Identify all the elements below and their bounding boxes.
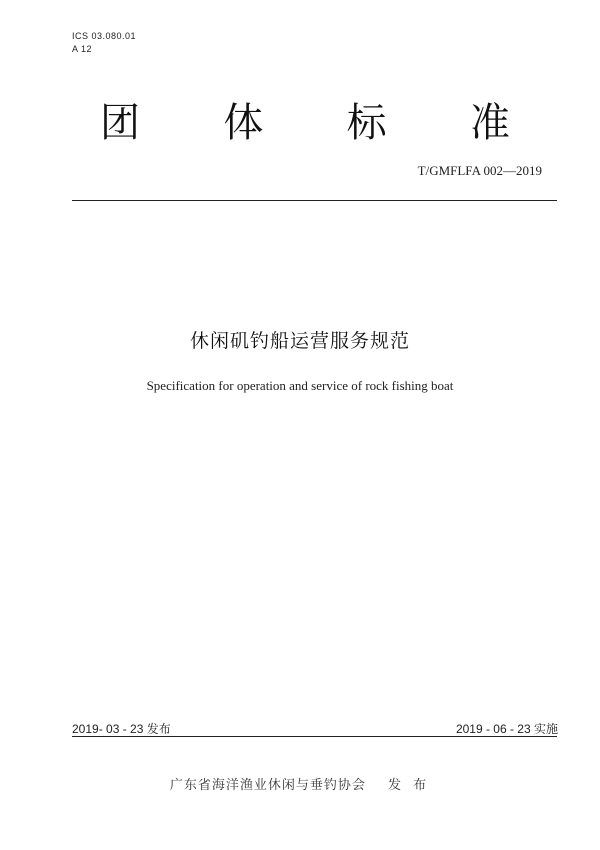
footer-divider — [72, 736, 557, 737]
ics-code: ICS 03.080.01 — [72, 31, 137, 41]
header-divider — [72, 200, 557, 201]
publisher-organization: 广东省海洋渔业休闲与垂钓协会 — [169, 778, 366, 793]
document-title-chinese: 休闲矶钓船运营服务规范 — [189, 330, 410, 352]
classification-codes — [72, 30, 136, 56]
standard-type-char: 准 — [469, 100, 510, 146]
standard-number: T/GMFLFA 002—2019 — [417, 163, 542, 178]
standard-type-heading — [100, 98, 510, 148]
document-title-english: Specification for operation and service of rock fishing boat — [146, 378, 454, 393]
issue-date: 2019- 03 - 23 发布 — [72, 722, 171, 736]
implementation-date: 2019 - 06 - 23 实施 — [455, 722, 558, 736]
standard-type-char: 体 — [223, 100, 264, 146]
publisher-action: 发 布 — [387, 778, 431, 793]
standard-type-char: 标 — [346, 100, 387, 146]
publisher-line — [0, 774, 600, 793]
standard-type-char: 团 — [100, 100, 140, 146]
ccs-code: A 12 — [72, 44, 93, 54]
